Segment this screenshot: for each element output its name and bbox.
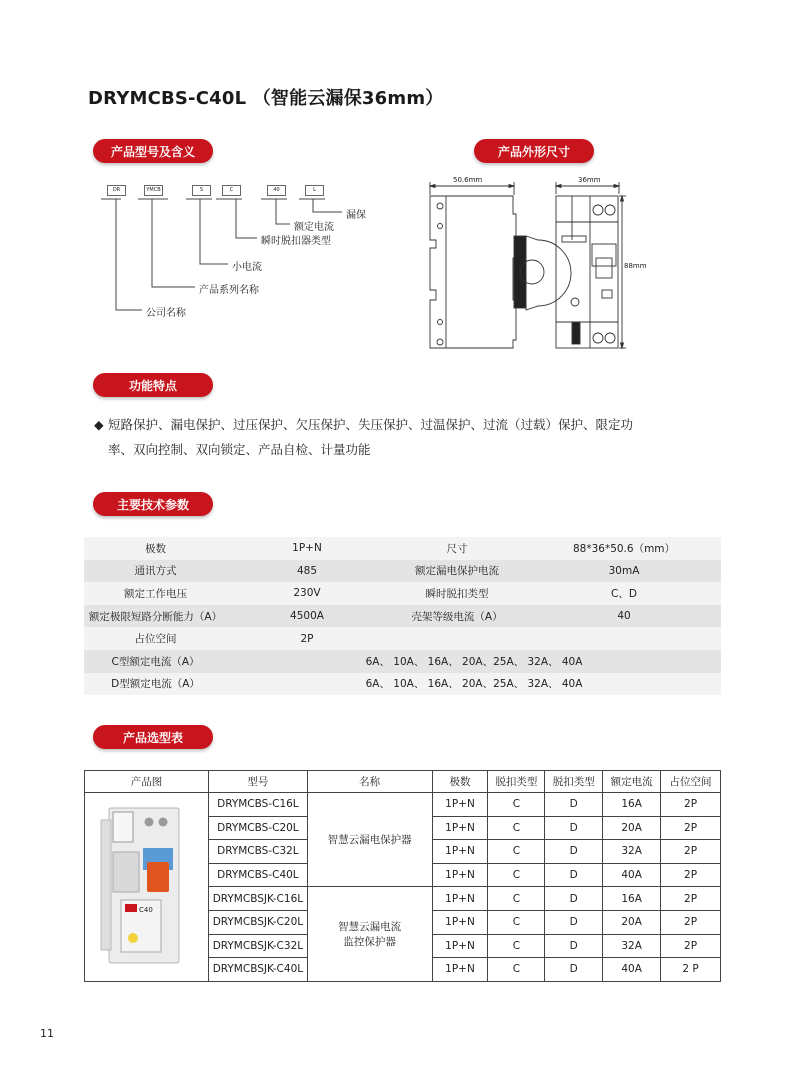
code-box-leakage: L (305, 185, 324, 196)
product-rating-label: C40 (139, 906, 154, 915)
tech-params-table (84, 537, 721, 695)
features-text (94, 412, 714, 462)
table-row: DRYMCBSJK-C20L 1P+N C D 20A 2P (85, 910, 721, 934)
code-box-series: YMCB (144, 185, 163, 196)
product-name-2: 智慧云漏电流 监控保护器 (307, 887, 432, 981)
table-row: DRYMCBSJK-C40L 1P+N C D 40A 2 P (85, 958, 721, 982)
table-row: DRYMCBSJK-C16L 智慧云漏电流 监控保护器 1P+N C D 16A 2P (85, 887, 721, 911)
product-name-1: 智慧云漏电保护器 (307, 793, 432, 887)
code-box-company: DR (107, 185, 126, 196)
section-model-meaning: 产品型号及含义 (93, 139, 213, 163)
table-row: 额定工作电压 230V 瞬时脱扣类型 C、D (84, 582, 721, 605)
diamond-bullet-icon: ◆ (94, 417, 104, 432)
table-row: 占位空间 2P (84, 627, 721, 650)
table-row: DRYMCBSJK-C32L 1P+N C D 32A 2P (85, 934, 721, 958)
table-row: DRYMCBS-C20L 1P+N C D 20A 2P (85, 816, 721, 840)
code-label-rated-current: 额定电流 (294, 222, 334, 233)
d-current-values: 6A、 10A、 16A、 20A、25A、 32A、 40A (227, 673, 721, 696)
breaker-product-icon (91, 800, 201, 970)
dimension-width-label: 50.6mm (453, 176, 483, 184)
table-row: 极数 1P+N 尺寸 88*36*50.6（mm） (84, 537, 721, 560)
code-label-series: 产品系列名称 (199, 285, 259, 296)
table-row: DRYMCBS-C40L 1P+N C D 40A 2P (85, 863, 721, 887)
features-line-1: 短路保护、漏电保护、过压保护、欠压保护、失压保护、过温保护、过流（过载）保护、限定功 (108, 417, 634, 432)
dimension-height-label: 88mm (624, 262, 647, 270)
code-label-company: 公司名称 (146, 308, 186, 319)
dimension-depth-label: 36mm (578, 176, 601, 184)
section-tech-params: 主要技术参数 (93, 492, 213, 516)
table-row: 通讯方式 485 额定漏电保护电流 30mA (84, 560, 721, 583)
table-row (84, 650, 721, 673)
table-row: 额定极限短路分断能力（A） 4500A 壳架等级电流（A） 40 (84, 605, 721, 628)
code-label-small-current: 小电流 (232, 262, 262, 273)
code-box-small-current: S (192, 185, 211, 196)
selection-table (84, 770, 721, 982)
c-current-label: C型额定电流（A） (84, 650, 227, 673)
breaker-outline-drawing (0, 0, 793, 360)
features-line-2: 率、双向控制、双向锁定、产品自检、计量功能 (108, 442, 371, 457)
code-label-leakage: 漏保 (346, 210, 366, 221)
table-row: C40 DRYMCBS-C16L 智慧云漏电保护器 1P+N C D 16A 2P (85, 793, 721, 817)
page-number: 11 (40, 1027, 54, 1040)
d-current-label: D型额定电流（A） (84, 673, 227, 696)
code-box-rated-current: 40 (267, 185, 286, 196)
product-image (85, 793, 209, 982)
code-label-trip-type: 瞬时脱扣器类型 (261, 236, 331, 247)
page-title: DRYMCBS-C40L （智能云漏保36mm） (88, 88, 444, 109)
c-current-values: 6A、 10A、 16A、 20A、25A、 32A、 40A (227, 650, 721, 673)
section-dimensions: 产品外形尺寸 (474, 139, 594, 163)
table-row (84, 673, 721, 696)
code-box-trip-type: C (222, 185, 241, 196)
table-header-row: 产品图 型号 名称 极数 脱扣类型 脱扣类型 额定电流 占位空间 (85, 771, 721, 793)
table-row: DRYMCBS-C32L 1P+N C D 32A 2P (85, 840, 721, 864)
section-selection: 产品选型表 (93, 725, 213, 749)
section-features: 功能特点 (93, 373, 213, 397)
